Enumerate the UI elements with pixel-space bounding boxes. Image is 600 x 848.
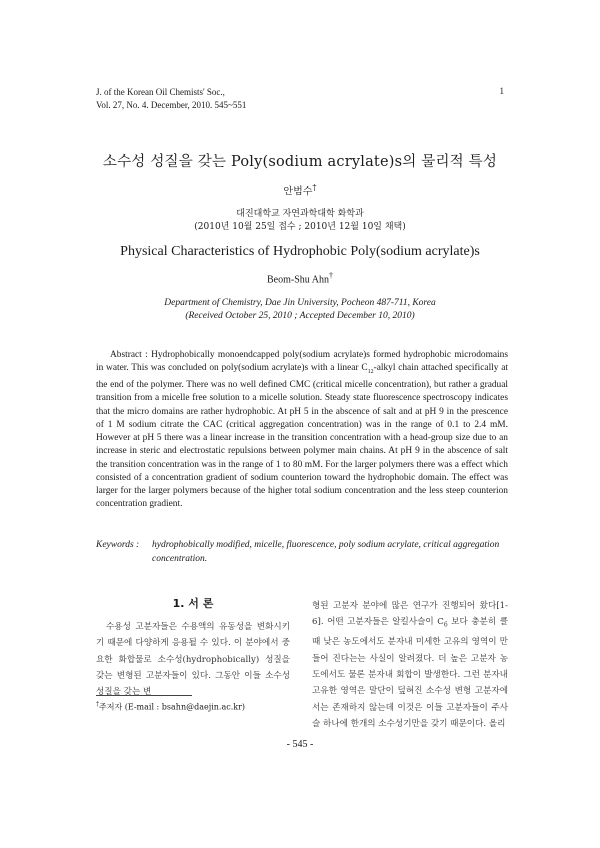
keywords-separator: : xyxy=(136,540,140,550)
keywords-label: Keywords xyxy=(96,540,134,550)
english-author-name: Beom-Shu Ahn xyxy=(267,274,329,286)
page-number-top: 1 xyxy=(499,86,504,96)
keywords-label-wrap xyxy=(96,538,152,552)
intro-text-right-b: 보다 충분히 클 때 낮은 농도에서도 분자내 미세한 고유의 영역이 만들어 진다는는 사실이 알려졌다. 더 높은 고분자 농도에서도 물론 분자내 회합이 발생한다. 그런 분자내 고유한 영역은 말단이 덮혀진 소수성 변형 고분자에서는 존재하지 않는데 이것은 이들 고분자들이 주사슬 하나에 한개의 소수성기만을 갖기 때문이다. 올리 xyxy=(312,617,508,729)
abstract-text-a: Hydrophobically monoendcapped poly(sodium acrylate)s formed hydrophobic microdomains in water. This was concluded on poly(sodium acrylate)s with a linear C xyxy=(96,350,508,374)
intro-text-right-a: 형된 고분자 분야에 많은 연구가 진행되어 왔다[1-6]. 어떤 고분자들은 알킬사슬이 C xyxy=(312,601,508,628)
footnote-text: 주저자 (E-mail : bsahn@daejin.ac.kr) xyxy=(99,702,246,712)
korean-author-name: 안범수 xyxy=(283,186,313,198)
korean-affiliation: 대진대학교 자연과학대학 화학과 xyxy=(236,209,364,219)
keywords-text: hydrophobically modified, micelle, fluorescence, poly sodium acrylate, critical aggregation concentration. xyxy=(152,540,500,564)
body-column-left xyxy=(96,595,290,700)
english-author xyxy=(0,271,600,285)
korean-affiliation-block xyxy=(0,208,600,234)
footnote xyxy=(96,701,245,713)
journal-name: J. of the Korean Oil Chemists' Soc., xyxy=(96,87,225,97)
page-number-bottom: - 545 - xyxy=(286,739,314,750)
english-title: Physical Characteristics of Hydrophobic Poly(sodium acrylate)s xyxy=(120,244,480,259)
body-column-right xyxy=(312,598,508,732)
intro-text-left: 수용성 고분자들은 수용액의 유동성을 변화시키기 때문에 다양하게 응용될 수 있다. 이 분야에서 중요한 화합물로 소수성(hydrophobically) 성질을 갖는 변형된 고분자들이 있다. 그동안 이들 소수성 성질을 갖는 변 xyxy=(96,622,290,698)
footnote-dagger: † xyxy=(96,701,99,708)
abstract-subscript: 12 xyxy=(367,369,374,376)
abstract-separator: : xyxy=(141,350,152,360)
journal-volume: Vol. 27, No. 4. December, 2010. 545~551 xyxy=(96,100,247,110)
keywords xyxy=(96,538,508,566)
footnote-divider xyxy=(96,695,192,696)
korean-title: 소수성 성질을 갖는 Poly(sodium acrylate)s의 물리적 특성 xyxy=(102,154,498,170)
intro-subscript: 6 xyxy=(443,622,448,630)
journal-citation xyxy=(96,86,246,112)
korean-dates: (2010년 10월 25일 접수 ; 2010년 12월 10일 채택) xyxy=(194,222,406,232)
author-dagger: † xyxy=(312,182,317,192)
author-dagger-en: † xyxy=(328,271,333,280)
english-affiliation: Department of Chemistry, Dae Jin University, Pocheon 487-711, Korea xyxy=(164,298,436,308)
abstract-text-b: -alkyl chain attached specifically at the end of the polymer. There was no well defined CMC (critical micelle concentration), but rather a gradual transition from a micelle free solution to a micelle solution. Steady state fluorescence spectroscopy indicates that the micro domains are rather hydrophobic. At pH 5 in the abscence of salt and at pH 9 in the prescence of 1 M sodium citrate the CAC (critical aggregation concentration) was in the range of 0.1 to 2.4 mM. However at pH 5 there was a linear increase in the transition concentration with a head-group size due to an increase in steric and electrostatic repulsions between polymer main chains. At pH 9 in the abscence of salt the transition concentration was in the range of 1 to 80 mM. For the larger polymers there was a effect which consisted of a concentration gradient of sodium counterion toward the hydrophobic domain. The effect was larger for the larger polymers because of the higher total sodium concentration and the less steep counterion concentration gradient. xyxy=(96,363,509,510)
abstract-label: Abstract xyxy=(110,350,142,360)
korean-author xyxy=(0,182,600,197)
section-heading: 1. 서 론 xyxy=(172,597,214,610)
intro-text-right xyxy=(312,598,508,732)
english-dates: (Received October 25, 2010 ; Accepted December 10, 2010) xyxy=(185,311,415,321)
abstract xyxy=(96,349,508,511)
english-affiliation-block xyxy=(0,297,600,323)
